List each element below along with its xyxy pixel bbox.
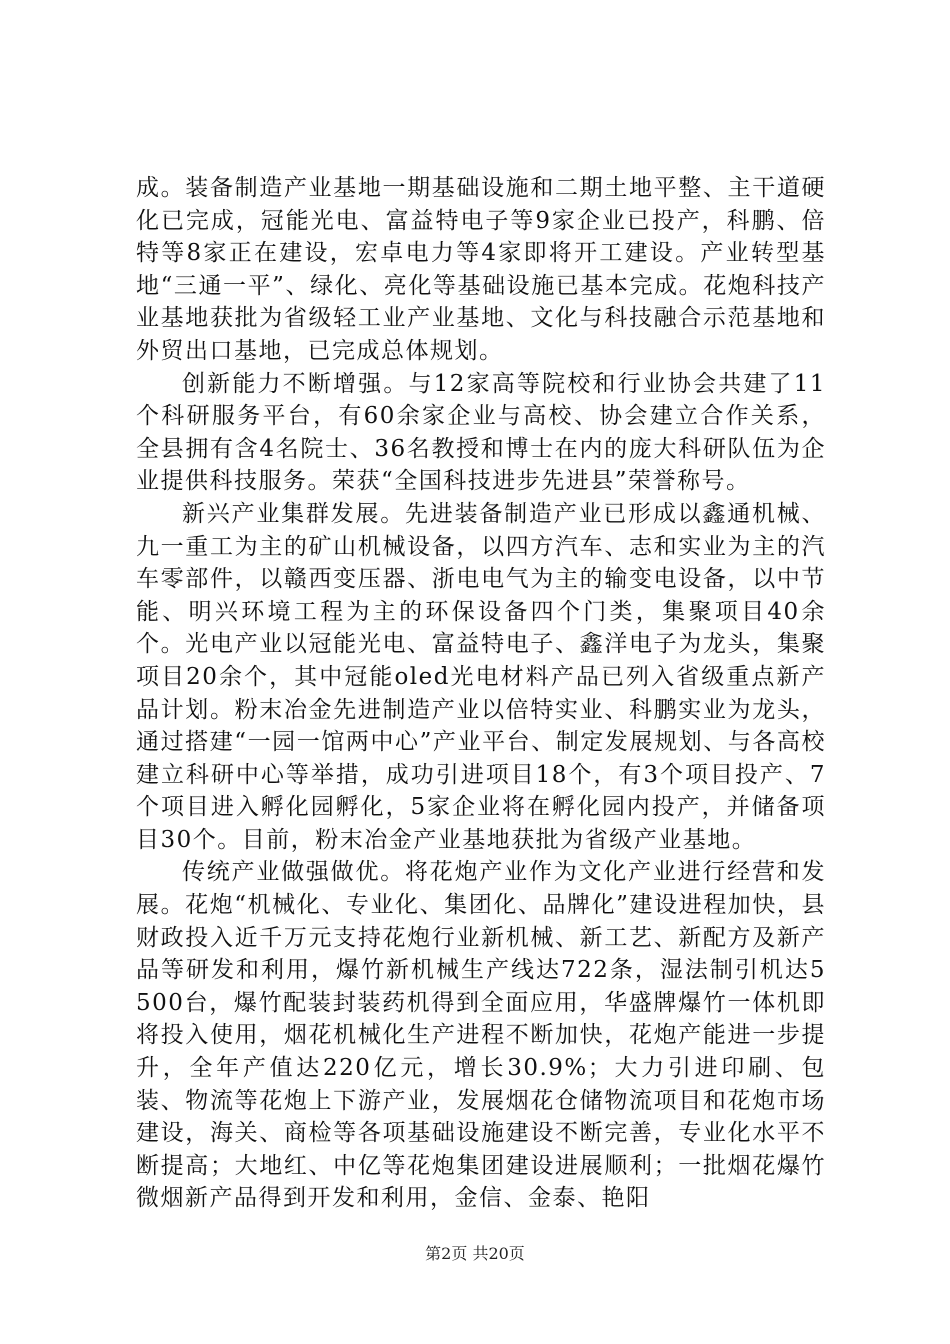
document-body	[136, 172, 826, 1215]
paragraph-innovation: 创新能力不断增强。与12家高等院校和行业协会共建了11个科研服务平台，有60余家企业与高校、协会建立合作关系，全县拥有含4名院士、36名教授和博士在内的庞大科研队伍为企业提供科技服务。荣获“全国科技进步先进县”荣誉称号。	[136, 370, 826, 495]
page-footer: 第2页 共20页	[425, 1244, 525, 1263]
paragraph-emerging-industries: 新兴产业集群发展。先进装备制造产业已形成以鑫通机械、九一重工为主的矿山机械设备，以四方汽车、志和实业为主的汽车零部件，以赣西变压器、浙电电气为主的输变电设备，以中节能、明兴环境工程为主的环保设备四个门类，集聚项目40余个。光电产业以冠能光电、富益特电子、鑫洋电子为龙头，集聚项目20余个，其中冠能oled光电材料产品已列入省级重点新产品计划。粉末冶金先进制造产业以倍特实业、科鹏实业为龙头，通过搭建“一园一馆两中心”产业平台、制定发展规划、与各高校建立科研中心等举措，成功引进项目18个，有3个项目投产、7个项目进入孵化园孵化，5家企业将在孵化园内投产，并储备项目30个。目前，粉末冶金产业基地获批为省级产业基地。	[136, 500, 826, 853]
paragraph-traditional-industries: 传统产业做强做优。将花炮产业作为文化产业进行经营和发展。花炮“机械化、专业化、集团化、品牌化”建设进程加快，县财政投入近千万元支持花炮行业新机械、新工艺、新配方及新产品等研发和利用，爆竹新机械生产线达722条，湿法制引机达5500台，爆竹配装封装药机得到全面应用，华盛牌爆竹一体机即将投入使用，烟花机械化生产进程不断加快，花炮产能进一步提升，全年产值达220亿元，增长30.9%；大力引进印刷、包装、物流等花炮上下游产业，发展烟花仓储物流项目和花炮市场建设，海关、商检等各项基础设施建设不断完善，专业化水平不断提高；大地红、中亿等花炮集团建设进展顺利；一批烟花爆竹微烟新产品得到开发和利用，金信、金泰、艳阳	[136, 859, 826, 1212]
paragraph-continuation: 成。装备制造产业基地一期基础设施和二期土地平整、主干道硬化已完成，冠能光电、富益特电子等9家企业已投产，科鹏、倍特等8家正在建设，宏卓电力等4家即将开工建设。产业转型基地“三通一平”、绿化、亮化等基础设施已基本完成。花炮科技产业基地获批为省级轻工业产业基地、文化与科技融合示范基地和外贸出口基地，已完成总体规划。	[136, 175, 826, 364]
